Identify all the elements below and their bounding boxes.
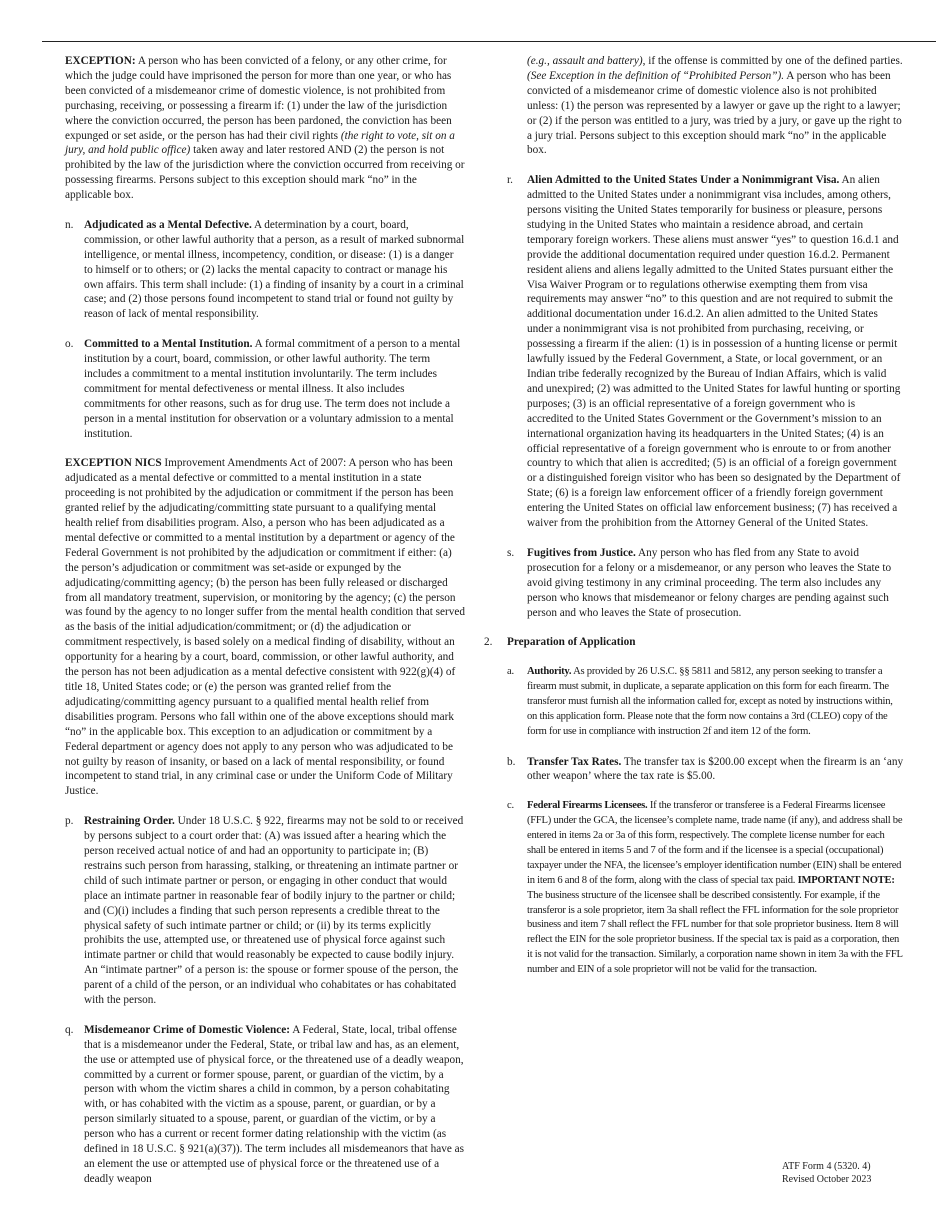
section-marker: 2. bbox=[484, 636, 493, 649]
item-2c bbox=[484, 799, 904, 978]
exception-nics-heading: EXCEPTION NICS bbox=[65, 457, 162, 470]
left-column bbox=[65, 54, 465, 1202]
item-text: A Federal, State, local, tribal offense that is a misdemeanor under the Federal, State, or tribal law and has, as an element, the use or attempted use of physical force, or the threatened use of a deadly weapon, committed by a current or former spouse, parent, or guardian of the victim, by a person with whom the victim shares a child in common, by a person cohabitating with, or has cohabited with the victim as a spouse, parent, or guardian, or by a person similarly situated to a spouse, parent, or guardian of the victim, or by a person who has a current or recent former dating relationship with the victim (as defined in 18 U.S.C. § 921(a)(37)). The term includes all misdemeanors that have as an element the use or attempted use of physical force or the threatened use of a deadly weapon bbox=[84, 1023, 465, 1185]
item-q-italic-1: (e.g., assault and battery) bbox=[527, 55, 643, 67]
item-marker: b. bbox=[507, 755, 516, 768]
item-title: Fugitives from Justice. bbox=[527, 546, 636, 559]
item-p bbox=[65, 814, 465, 1008]
item-marker: o. bbox=[65, 338, 74, 351]
section-title: Preparation of Application bbox=[507, 636, 636, 649]
item-q-text-end: A person who has been convicted of a misdemeanor crime of domestic violence also is not prohibited unless: (1) the person was represented by a lawyer or gave up the right to a lawyer; or (2) if the person was entitled to a jury, was tried by a jury, or gave up the right to a jury trial. Persons subject to this exception should mark “no” in the applicable box. bbox=[527, 69, 902, 157]
exception-nics-text: Improvement Amendments Act of 2007: A person who has been adjudicated as a mental defective or committed to a mental institution in a state proceeding is not prohibited by the adjudication or commitment if the person has been granted relief by the adjudicating/committing state pursuant to a qualifying mental health relief from disabilities program. Also, a person who has been adjudicated as a mental defective or committed to a mental institution by a department or agency of the Federal Government is not prohibited by the adjudication or commitment if either: (a) the person’s adjudication or commitment was set-aside or expunged by the adjudicating/committing agency; (b) the person has been fully released or discharged from all mandatory treatment, supervision, or monitoring by the agency; (c) the person was found by the agency to no longer suffer from the mental health condition that served as the basis of the initial adjudication/commitment; or (d) the adjudication or commitment respectively, is based solely on a medical finding of disability, without an opportunity for a hearing by a court, board, commission, or other lawful authority, and the person has not been adjudication as a mental defective consistent with 922(g)(4) of title 18, United States code; or (e) the person was granted relief from the adjudicating/committing agency pursuant to a qualified mental health relief from disabilities program. Persons who fall within one of the above exceptions should mark “no” in the applicable box. This exception to an adjudication or commitment by a Federal department or agency does not apply to any person who was adjudicated to be not guilty by reason of insanity, or based on a lack of mental responsibility, or found incompetent to stand trial, in any criminal case or under the Uniform Code of Military Justice. bbox=[65, 457, 465, 798]
item-title: Federal Firearms Licensees. bbox=[527, 800, 648, 812]
item-q-continued bbox=[484, 54, 904, 158]
item-title: Adjudicated as a Mental Defective. bbox=[84, 218, 252, 231]
item-title: Transfer Tax Rates. bbox=[527, 755, 622, 768]
item-text: A determination by a court, board, commission, or other lawful authority that a person, as a result of marked subnormal intelligence, or mental illness, incompetency, condition, or disease: (1) is a danger to himself or to others; or (2) lacks the mental capacity to contract or manage his own affairs. This term shall include: (1) a finding of insanity by a court in a criminal case; and (2) those persons found incompetent to stand trial or found not guilty by reason of lack of mental responsibility. bbox=[84, 218, 465, 321]
form-name: ATF Form 4 (5320. 4) bbox=[782, 1161, 871, 1172]
item-r bbox=[484, 173, 904, 531]
important-note-label: IMPORTANT NOTE: bbox=[797, 874, 895, 886]
exception-italic: (the right to vote, sit on a jury, and hold public office) bbox=[65, 129, 455, 157]
item-2a bbox=[484, 665, 904, 740]
top-rule bbox=[42, 41, 936, 42]
item-marker: p. bbox=[65, 815, 74, 828]
item-q-start bbox=[65, 1023, 465, 1187]
exception-text: A person who has been convicted of a felony, or any other crime, for which the judge could have imprisoned the person for more than one year, or who has been convicted of a misdemeanor crime of domestic violence, is not prohibited from purchasing, receiving, or possessing a firearm if: (1) under the law of the jurisdiction where the conviction occurred, the person has been pardoned, the conviction has been expunged or set aside, or the person has had their civil rights bbox=[65, 55, 452, 142]
item-s bbox=[484, 546, 904, 621]
form-revision: Revised October 2023 bbox=[782, 1174, 872, 1185]
item-marker: r. bbox=[507, 174, 513, 187]
item-marker: c. bbox=[507, 800, 514, 812]
item-text: If the transferor or transferee is a Federal Firearms licensee (FFL) under the GCA, the licensee’s complete name, trade name (if any), and address shall be entered in items 2a or 3a of this form, respectively. The complete license number for each shall be entered in items 5 and 7 of the form and if the licensee is a special (occupational) taxpayer under the NFA, the licensee’s employer identification number (EIN) shall be entered in item 6 and 8 of the form, along with the class of special tax paid. bbox=[527, 800, 903, 886]
item-marker: s. bbox=[507, 546, 515, 559]
item-marker: q. bbox=[65, 1023, 74, 1036]
form-footer bbox=[782, 1160, 871, 1186]
item-title: Authority. bbox=[527, 666, 572, 678]
item-title: Alien Admitted to the United States Under a Nonimmigrant Visa. bbox=[527, 174, 840, 187]
right-column bbox=[484, 54, 904, 993]
item-text: A formal commitment of a person to a mental institution by a court, board, commission, or other lawful authority. The term includes a commitment to a mental institution involuntarily. The term includes commitment for mental defectiveness or mental illness. It also includes commitments for other reasons, such as for drug use. The term does not include a person in a mental institution for observation or a voluntary admission to a mental institution. bbox=[84, 338, 461, 440]
item-title: Misdemeanor Crime of Domestic Violence: bbox=[84, 1023, 290, 1036]
item-title: Restraining Order. bbox=[84, 815, 175, 828]
item-text: An alien admitted to the United States under a nonimmigrant visa includes, among others, persons visiting the United States temporarily for business or pleasure, persons studying in the United States who maintain a residence abroad, and certain temporary foreign workers. These aliens must answer “yes” to question 16.d.1 and provide the additional documentation required under question 16.d.2. Permanent resident aliens and aliens legally admitted to the United States pursuant either the Visa Waiver Program or to regulations otherwise exempting them from visa requirements may answer “no” to this question and are not required to submit the additional documentation under 16.d.2. An alien admitted to the United States under a nonimmigrant visa is not prohibited from purchasing, receiving, or possessing a firearm if the alien: (1) is in possession of a hunting license or permit lawfully issued by the Federal Government, a State, or local government, or an Indian tribe federally recognized by the Bureau of Indian Affairs, which is valid and unexpired; (2) was admitted to the United States for lawful hunting or sporting purposes; (3) is an official representative of a foreign government who is accredited to the United States Government or the Government’s mission to an international organization having its headquarters in the United States; (4) is an official representative of a foreign government who is enroute to or from another country to which that alien is accredited; (5) is an official of a foreign government or a distinguished foreign visitor who has been so designated by the Department of State; (6) is a foreign law enforcement officer of a friendly foreign government entering the United States on official law enforcement business; (7) has received a waiver from the prohibition from the Attorney General of the United States. bbox=[527, 174, 901, 530]
item-text: Any person who has fled from any State to avoid prosecution for a felony or a misdemeanor, or any person who leaves the State to avoid giving testimony in any criminal proceeding. The term also includes any person who knows that misdemeanor or felony charges are pending against such person and who leaves the State of prosecution. bbox=[527, 546, 892, 619]
item-text: The transfer tax is $200.00 except when the firearm is an ‘any other weapon’ where the tax rate is $5.00. bbox=[527, 755, 904, 783]
item-n bbox=[65, 218, 465, 322]
item-o bbox=[65, 337, 465, 441]
exception-text-end: taken away and later restored AND (2) the person is not prohibited by the law of the jurisdiction where the conviction occurred from receiving or possessing firearms. Persons subject to this exception should mark “no” in the applicable box. bbox=[65, 144, 465, 202]
item-q-text-middle: , if the offense is committed by one of the defined parties. bbox=[642, 55, 903, 67]
item-text: Under 18 U.S.C. § 922, firearms may not be sold to or received by persons subject to a court order that: (A) was issued after a hearing which the person received actual notice of and had an opportunity to participate in; (B) restrains such person from harassing, stalking, or threatening an intimate partner or child of such intimate partner or person, or engaging in other conduct that would place an intimate partner in reasonable fear of bodily injury to the partner or child; and (C)(i) includes a finding that such person represents a credible threat to the physical safety of such intimate partner or child; or (ii) by its terms explicitly prohibits the use, attempted use, or threatened use of physical force against such intimate partner or child that would reasonably be expected to cause bodily injury. An “intimate partner” of a person is: the spouse or former spouse of the person, the parent of a child of the person, or an individual who cohabitates or has cohabitated with the person. bbox=[84, 815, 464, 1007]
item-title: Committed to a Mental Institution. bbox=[84, 338, 253, 351]
exception-heading: EXCEPTION: bbox=[65, 55, 136, 67]
item-marker: n. bbox=[65, 218, 74, 231]
item-q-italic-2: (See Exception in the definition of “Prohibited Person”). bbox=[527, 69, 785, 82]
item-text: As provided by 26 U.S.C. §§ 5811 and 5812, any person seeking to transfer a firearm must submit, in duplicate, a separate application on this form for each firearm. The transferor must furnish all the information called for, except as noted by instructions within, on this application form. Please note that the form now contains a 3rd (CLEO) copy of the form for use in compliance with instruction 2f and item 12 of the form. bbox=[527, 666, 893, 737]
section-2 bbox=[484, 635, 904, 650]
item-text-end: The business structure of the licensee shall be described consistently. For example, if the transferor is a sole proprietor, item 3a shall reflect the FFL information for the sole proprietor business and item 7 shall reflect the FFL number for that sole proprietor business. Item 8 will reflect the EIN for the sole proprietor business. If the special tax is paid as a corporation, then it is not valid for the transaction. Similarly, a corporation name shown in item 3a with the FFL number and EIN of a sole proprietor will not be valid for the transaction. bbox=[527, 889, 903, 976]
exception-felony-paragraph bbox=[65, 54, 465, 203]
item-marker: a. bbox=[507, 666, 514, 678]
exception-nics-paragraph bbox=[65, 456, 465, 799]
item-2b bbox=[484, 755, 904, 785]
